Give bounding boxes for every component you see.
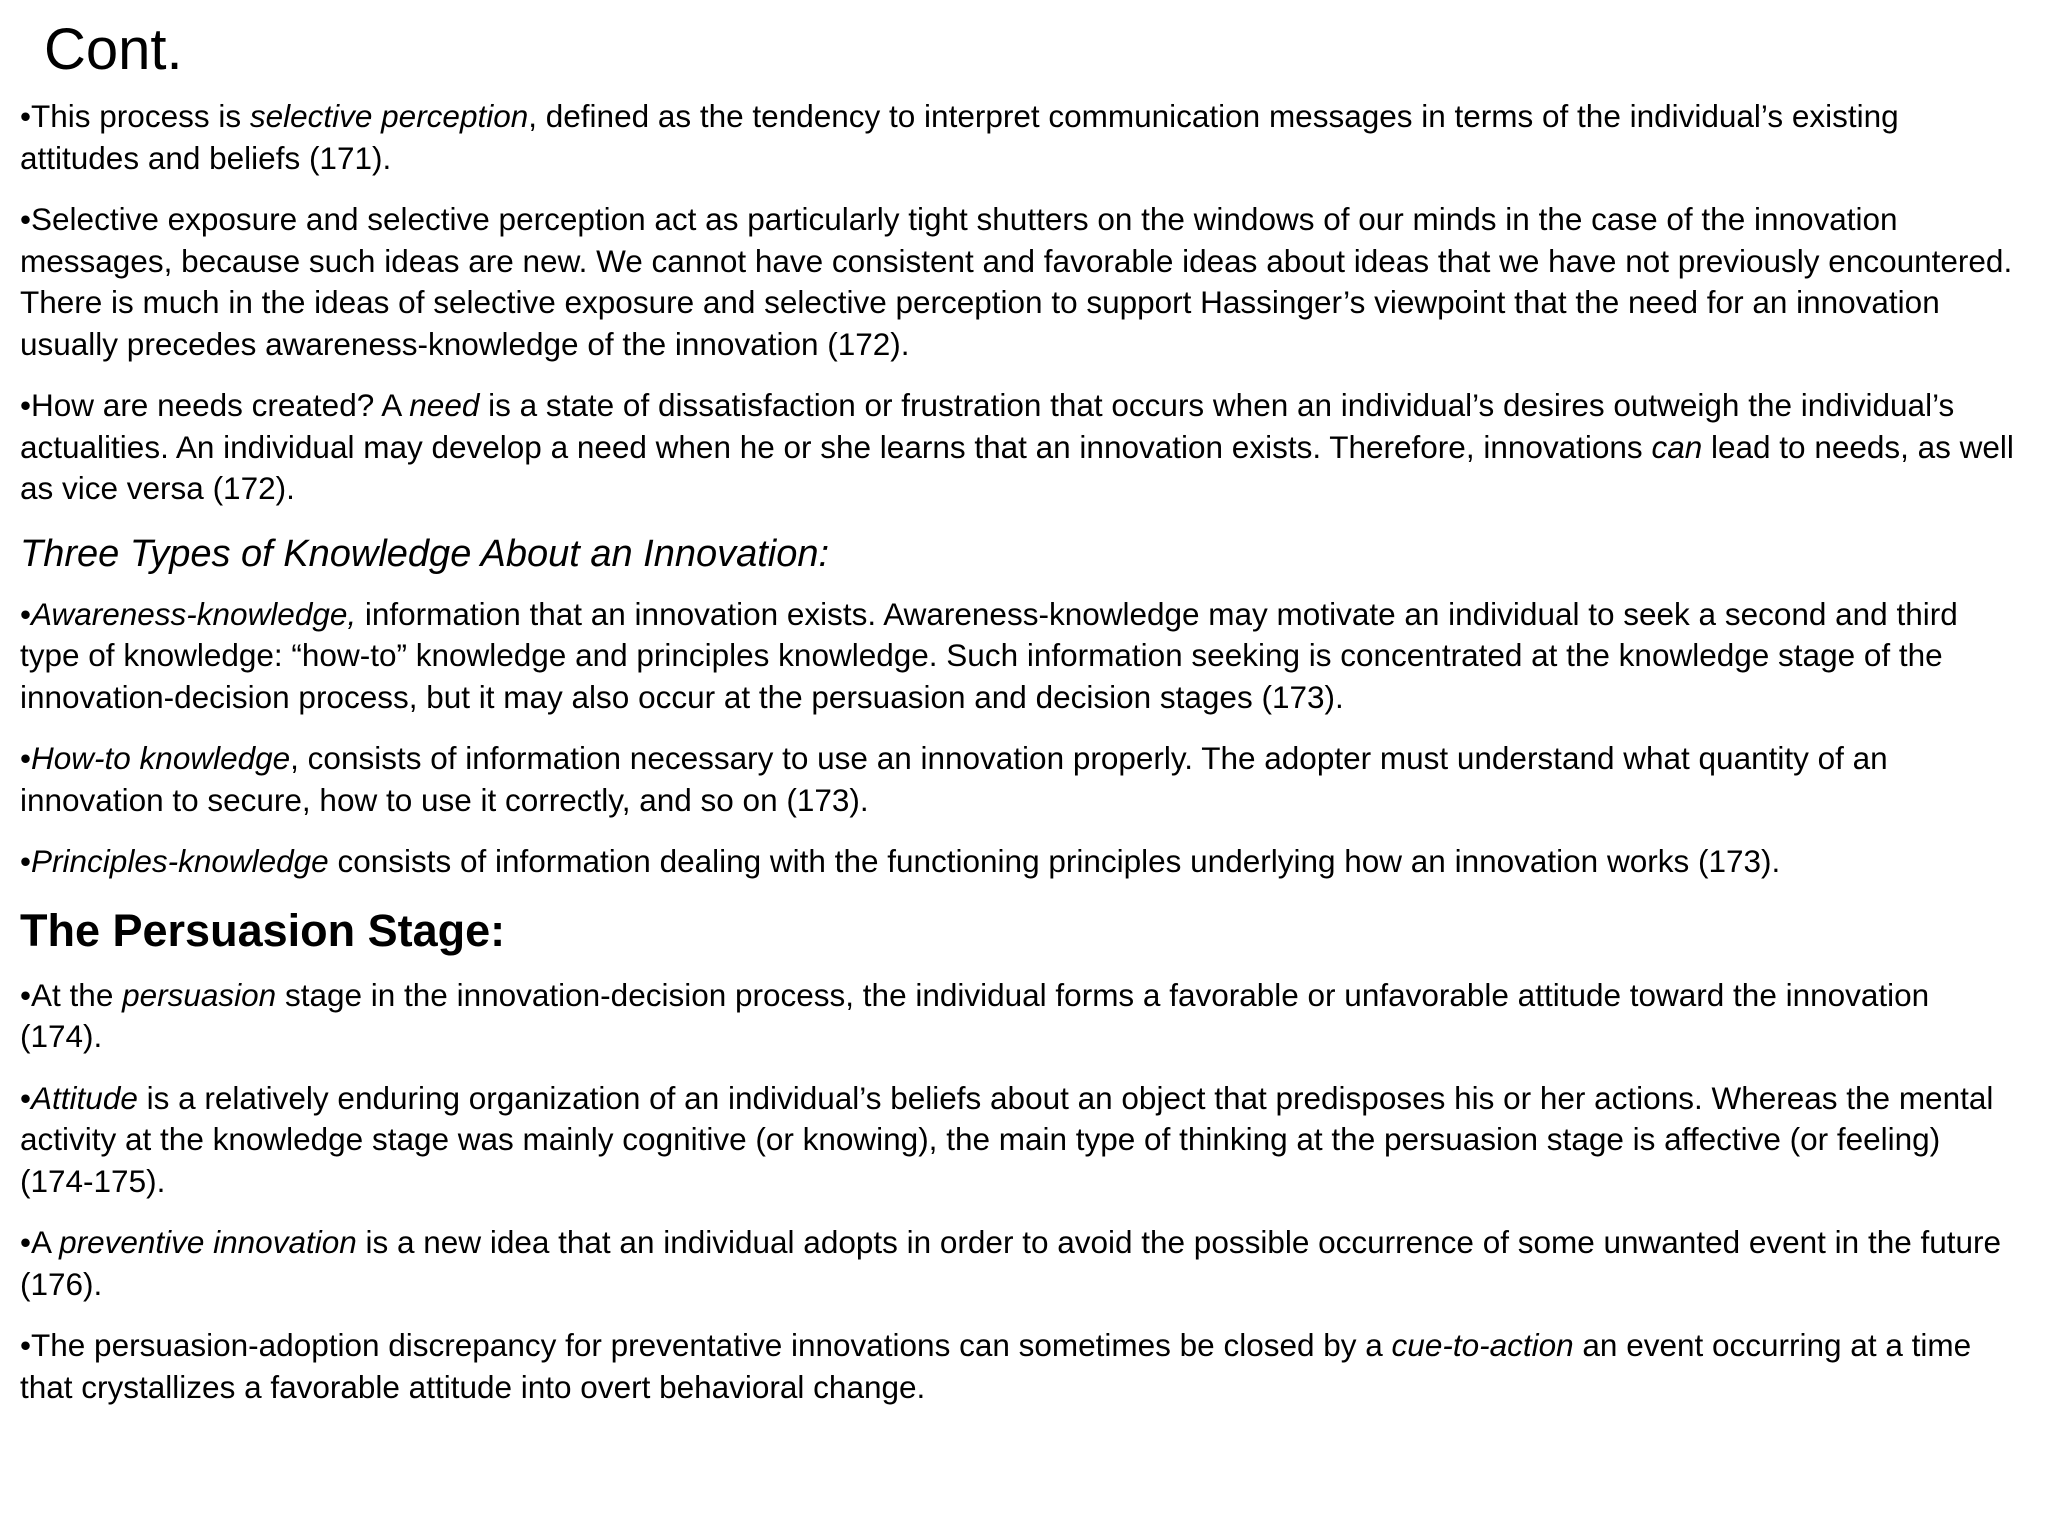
knowledge-types-subheading: Three Types of Knowledge About an Innovation: (20, 532, 830, 575)
persuasion-stage-heading: The Persuasion Stage: (20, 904, 506, 956)
bullet-cue-to-action (20, 1325, 2020, 1408)
bullet-needs (20, 385, 2020, 510)
text: lead to needs, as well as vice versa (172). (20, 428, 2014, 506)
bullet-selective-exposure (20, 199, 2020, 365)
bullet-selective-perception (20, 96, 2020, 179)
emphasis: cue-to-action (1391, 1327, 1574, 1363)
text: consists of information dealing with the functioning principles underlying how an innovation works (173). (328, 843, 1781, 879)
bullet-mark: • (20, 595, 32, 632)
text: This process is (31, 98, 250, 134)
text: stage in the innovation-decision process, the individual forms a favorable or unfavorable attitude toward the innovation (174). (20, 976, 1930, 1054)
text: The persuasion-adoption discrepancy for preventative innovations can sometimes be closed by a (31, 1327, 1392, 1363)
bullet-awareness-knowledge (20, 594, 2020, 719)
text: Selective exposure and selective perception act as particularly tight shutters on the windows of our minds in the case of the innovation messages, because such ideas are new. We cannot have consistent and favorable ideas about ideas that we have not previously encountered. There is much in the ideas of selective exposure and selective perception to support Hassinger’s viewpoint that the need for an innovation usually precedes awareness-knowledge of the innovation (172). (20, 201, 2013, 362)
text: is a state of dissatisfaction or frustration that occurs when an individual’s desires outweigh the individual’s actualities. An individual may develop a need when he or she learns that an innovation exists. Therefore, innovations (20, 387, 1955, 465)
bullet-mark: • (20, 1224, 32, 1260)
text: A (31, 1224, 60, 1260)
text: How are needs created? A (31, 387, 410, 423)
bullet-how-to-knowledge (20, 738, 2020, 821)
bullet-preventive-innovation (20, 1222, 2020, 1305)
text: an event occurring at a time that crystallizes a favorable attitude into overt behavioral change. (20, 1327, 1972, 1405)
text: information that an innovation exists. Awareness-knowledge may motivate an individual to seek a second and third type of knowledge: “how-to” knowledge and principles knowledge. Such information seeking is concentrated at the knowledge stage of the innovation-decision process, but it may also occur at the persuasion and decision stages (173). (20, 595, 1958, 715)
bullet-principles-knowledge (20, 841, 2020, 883)
text: is a relatively enduring organization of an individual’s beliefs about an object that predisposes his or her actions. Whereas the mental activity at the knowledge stage was mainly cognitive (or knowing), the main type of thinking at the persuasion stage is affective (or feeling) (174-175). (20, 1079, 1994, 1199)
bullet-persuasion (20, 975, 2020, 1058)
bullet-attitude (20, 1078, 2020, 1203)
bullet-mark: • (20, 843, 32, 879)
bullet-mark: • (20, 976, 32, 1013)
emphasis: persuasion (122, 976, 277, 1013)
emphasis: Attitude (31, 1079, 138, 1116)
text: , consists of information necessary to use an innovation properly. The adopter must understand what quantity of an innovation to secure, how to use it correctly, and so on (173). (20, 740, 1888, 818)
text: , defined as the tendency to interpret communication messages in terms of the individual’s existing attitudes and beliefs (171). (20, 98, 1899, 176)
text: At the (31, 976, 123, 1013)
emphasis: can (1651, 428, 1703, 465)
bullet-mark: • (20, 1327, 32, 1363)
emphasis: selective perception (249, 98, 529, 134)
emphasis: Principles-knowledge (31, 843, 329, 879)
emphasis: preventive innovation (59, 1224, 357, 1260)
emphasis: Awareness-knowledge, (31, 595, 357, 632)
bullet-mark: • (20, 98, 32, 134)
bullet-mark: • (20, 387, 32, 423)
bullet-mark: • (20, 201, 32, 237)
emphasis: How-to knowledge (31, 740, 291, 776)
slide-title: Cont. (44, 17, 183, 82)
emphasis: need (409, 387, 480, 423)
text: is a new idea that an individual adopts in order to avoid the possible occurrence of some unwanted event in the future (176). (20, 1224, 2002, 1302)
bullet-mark: • (20, 1079, 32, 1116)
bullet-mark: • (20, 740, 32, 776)
slide-body (20, 96, 2020, 1428)
